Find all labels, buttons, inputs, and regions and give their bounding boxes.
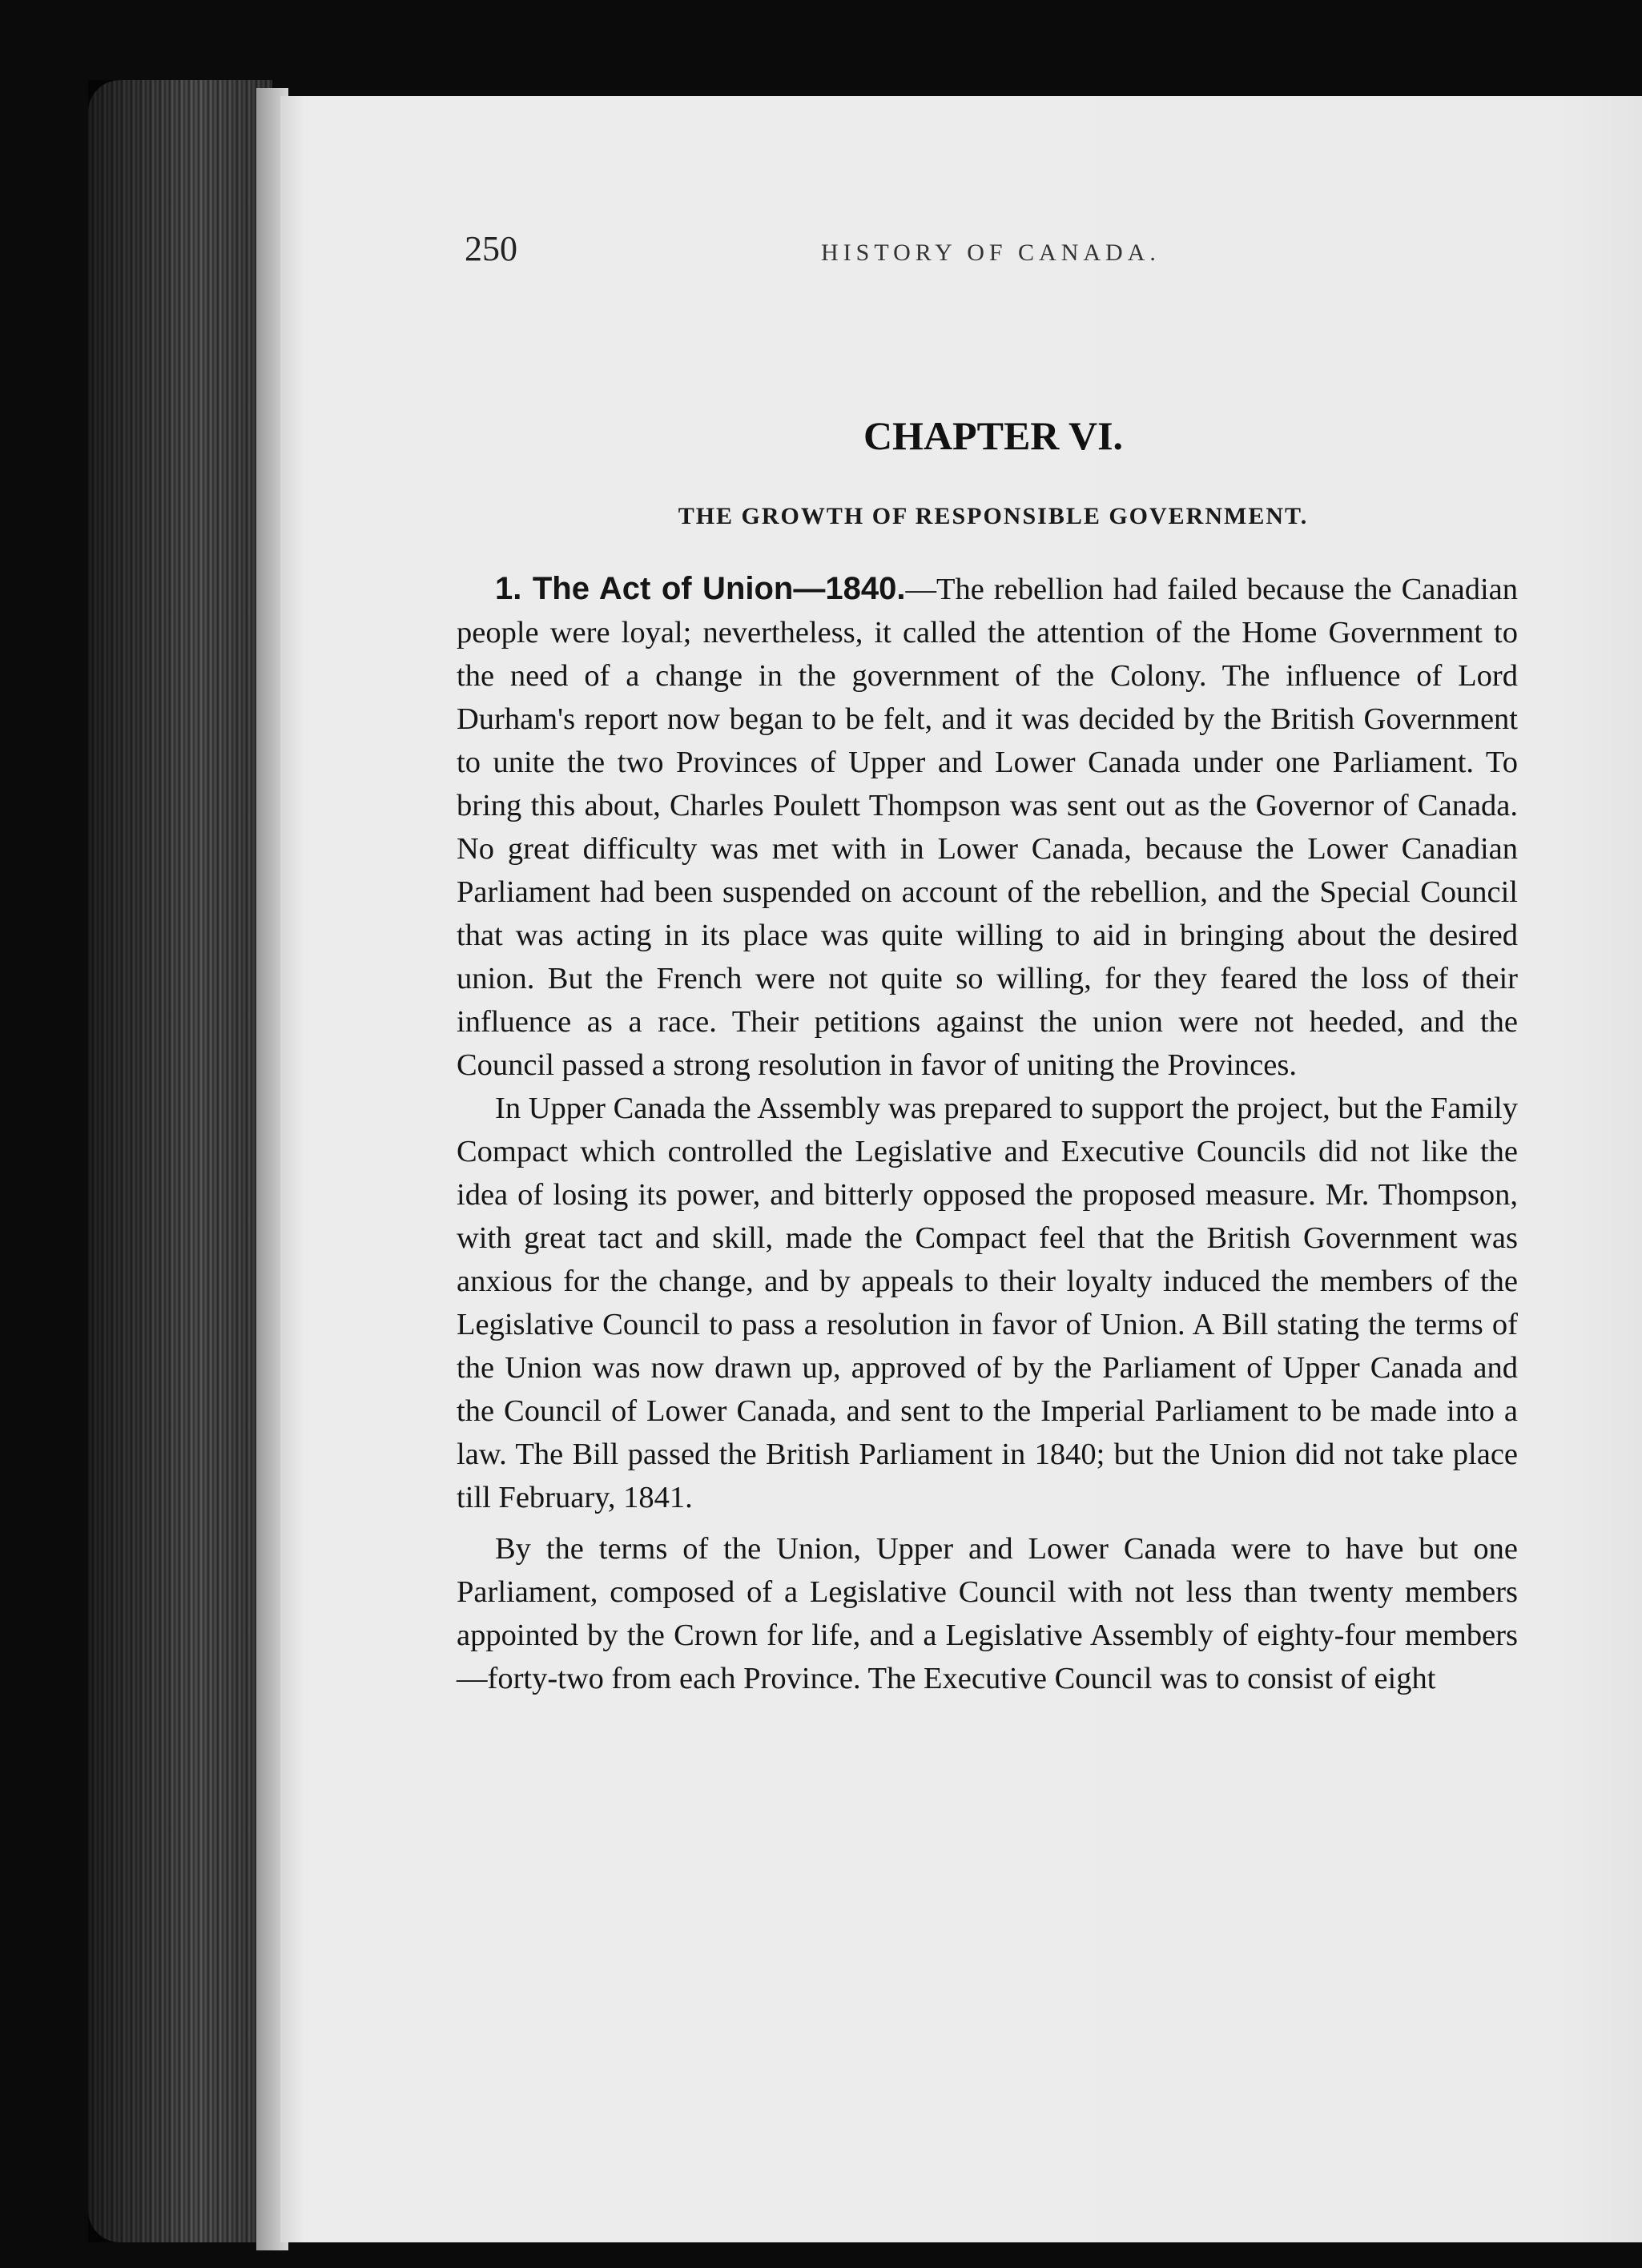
section-heading: 1. The Act of Union—1840. bbox=[495, 571, 906, 606]
chapter-title: CHAPTER VI. bbox=[863, 413, 1124, 458]
chapter-subtitle: THE GROWTH OF RESPONSIBLE GOVERNMENT. bbox=[678, 503, 1309, 529]
body-text bbox=[457, 567, 1518, 1700]
running-head bbox=[465, 228, 1506, 276]
paragraph-1 bbox=[457, 567, 1518, 1087]
paragraph-1-text: —The rebellion had failed because the Canadian people were loyal; nevertheless, it called the attention of the Home Government to the need of a change in the government of the Colony. The influence of Lord Durham's report now began to be felt, and it was decided by the British Government to unite the two Provinces of Upper and Lower Canada under one Parliament. To bring this about, Charles Poulett Thompson was sent out as the Governor of Canada. No great difficulty was met with in Lower Canada, because the Lower Canadian Parliament had been suspended on account of the rebellion, and the Special Council that was acting in its place was quite willing to aid in bringing about the desired union. But the French were not quite so willing, for they feared the loss of their influence as a race. Their petitions against the union were not heeded, and the Council passed a strong resolution in favor of uniting the Provinces. bbox=[457, 573, 1518, 1082]
running-title: HISTORY OF CANADA. bbox=[821, 239, 1161, 266]
paragraph-3: By the terms of the Union, Upper and Lower Canada were to have but one Parliament, composed of a Legislative Council with not less than twenty members appointed by the Crown for life, and a Legislative Assembly of eighty-four members—forty-two from each Province. The Executive Council was to consist of eight bbox=[457, 1532, 1518, 1695]
page-number: 250 bbox=[465, 229, 517, 268]
book-page-edges bbox=[88, 80, 272, 2242]
paragraph-2: In Upper Canada the Assembly was prepared to support the project, but the Family Compact which controlled the Legislative and Executive Councils did not like the idea of losing its power, and bitterly opposed the proposed measure. Mr. Thompson, with great tact and skill, made the Compact feel that the British Government was anxious for the change, and by appeals to their loyalty induced the members of the Legislative Council to pass a resolution in favor of Union. A Bill stating the terms of the Union was now drawn up, approved of by the Parliament of Upper Canada and the Council of Lower Canada, and sent to the Imperial Parliament to be made into a law. The Bill passed the British Parliament in 1840; but the Union did not take place till February, 1841. bbox=[457, 1092, 1518, 1514]
